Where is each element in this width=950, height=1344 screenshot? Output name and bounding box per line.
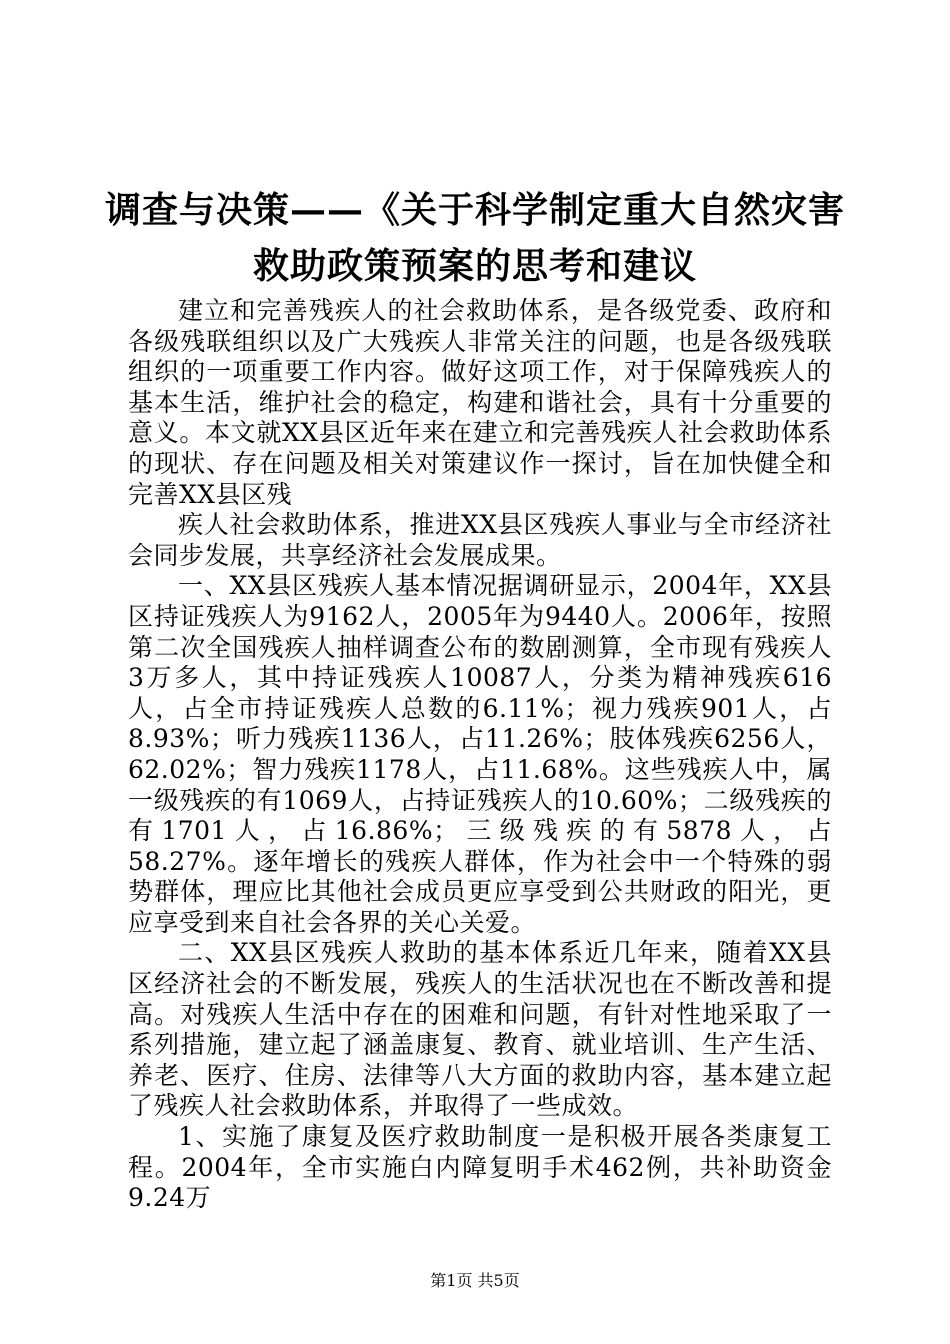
paragraph-2: 疾人社会救助体系，推进XX县区残疾人事业与全市经济社会同步发展，共享经济社会发展成果。 xyxy=(128,510,832,570)
paragraph-4: 二、XX县区残疾人救助的基本体系近几年来，随着XX县区经济社会的不断发展，残疾人的生活状况也在不断改善和提高。对残疾人生活中存在的困难和问题，有针对性地采取了一系列措施，建立起了涵盖康复、教育、就业培训、生产生活、养老、医疗、住房、法律等八大方面的救助内容，基本建立起了残疾人社会救助体系，并取得了一些成效。 xyxy=(128,938,832,1121)
paragraph-1: 建立和完善残疾人的社会救助体系，是各级党委、政府和各级残联组织以及广大残疾人非常关注的问题，也是各级残联组织的一项重要工作内容。做好这项工作，对于保障残疾人的基本生活，维护社会的稳定，构建和谐社会，具有十分重要的意义。本文就XX县区近年来在建立和完善残疾人社会救助体系的现状、存在问题及相关对策建议作一探讨，旨在加快健全和完善XX县区残 xyxy=(128,296,832,509)
document-title-line-2: 救助政策预案的思考和建议 xyxy=(252,245,697,287)
page-footer: 第1页 共5页 xyxy=(430,1271,520,1290)
paragraph-3: 一、XX县区残疾人基本情况据调研显示，2004年，XX县区持证残疾人为9162人，2005年为9440人。2006年，按照第二次全国残疾人抽样调查公布的数剧测算，全市现有残疾人3万多人，其中持证残疾人10087人，分类为精神残疾616人，占全市持证残疾人总数的6.11%；视力残疾901人，占8.93%；听力残疾1136人，占11.26%；肢体残疾6256人，62.02%；智力残疾1178人，占11.68%。这些残疾人中，属一级残疾的有1069人，占持证残疾人的10.60%；二级残疾的有1701人，占16.86%；三级残疾的有5878人，占58.27%。逐年增长的残疾人群体，作为社会中一个特殊的弱势群体，理应比其他社会成员更应享受到公共财政的阳光，更应享受到来自社会各界的关心关爱。 xyxy=(128,571,832,937)
document-body xyxy=(128,296,832,1214)
document-title-line-1: 调查与决策——《关于科学制定重大自然灾害 xyxy=(104,189,845,231)
paragraph-5: 1、实施了康复及医疗救助制度一是积极开展各类康复工程。2004年，全市实施白内障复明手术462例，共补助资金9.24万 xyxy=(128,1122,832,1213)
